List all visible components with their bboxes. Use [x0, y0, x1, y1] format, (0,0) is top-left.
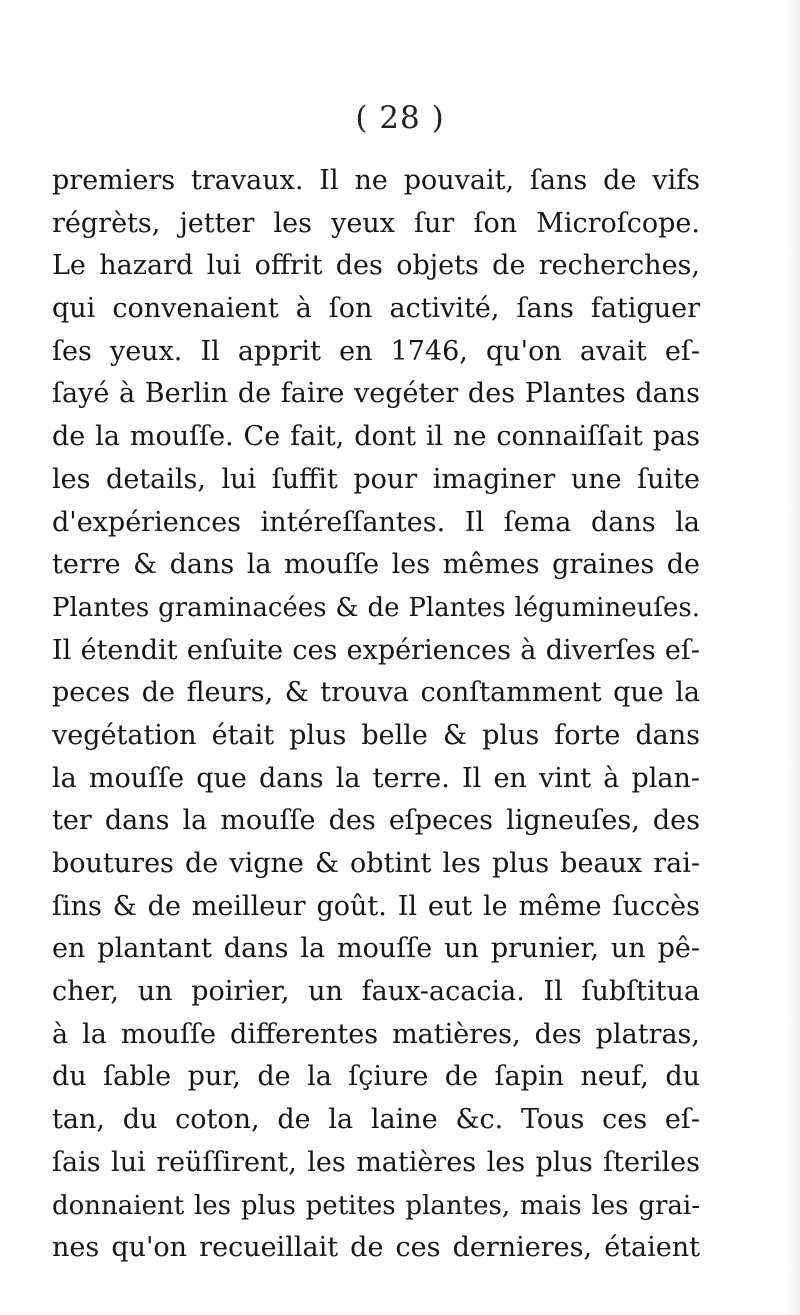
text-line: la mouſſe que dans la terre. Il en vint à plan- — [52, 762, 700, 794]
text-line: Il étendit enſuite ces expériences à diverſes eſ- — [52, 634, 700, 666]
text-line: boutures de vigne & obtint les plus beaux rai- — [52, 848, 700, 879]
page-number: ( 28 ) — [355, 100, 445, 136]
text-line: Plantes graminacées & de Plantes légumineuſes. — [52, 592, 700, 623]
text-line: ſayé à Berlin de faire vegéter des Plantes dans — [52, 378, 700, 410]
text-line: de la mouſſe. Ce fait, dont il ne connaiſſait pas — [52, 421, 700, 453]
text-line: cher, un poirier, un faux-acacia. Il ſubſtitua — [52, 976, 700, 1008]
text-line: régrèts, jetter les yeux ſur ſon Microſcope. — [52, 207, 700, 239]
text-line: à la mouſſe differentes matières, des platras, — [52, 1018, 700, 1050]
text-line: nes qu'on recueillait de ces dernieres, étaient — [52, 1232, 700, 1264]
text-line: ſes yeux. Il apprit en 1746, qu'on avait eſ- — [52, 335, 700, 367]
text-line: vegétation était plus belle & plus forte dans — [52, 719, 700, 751]
text-line: donnaient les plus petites plantes, mais les grai- — [52, 1190, 700, 1221]
text-line: premiers travaux. Il ne pouvait, ſans de vifs — [52, 165, 700, 196]
text-line: en plantant dans la mouſſe un prunier, un pê- — [52, 933, 700, 965]
text-line: ſais lui reüſſirent, les matières les plus ſteriles — [52, 1146, 700, 1178]
text-line: peces de fleurs, & trouva conſtamment que la — [52, 677, 700, 709]
text-line: terre & dans la mouſſe les mêmes graines de — [52, 549, 700, 581]
text-line: du ſable pur, de la ſçiure de ſapin neuf, du — [52, 1061, 700, 1093]
text-line: ſins & de meilleur goût. Il eut le même ſuccès — [52, 890, 700, 922]
text-line: les details, lui ſuffit pour imaginer une ſuite — [52, 463, 700, 495]
text-line: ter dans la mouſſe des eſpeces ligneuſes, des — [52, 805, 700, 837]
page-edge-shadow — [786, 0, 800, 1315]
text-line: Le hazard lui offrit des objets de recherches, — [52, 250, 700, 282]
text-line: d'expériences intéreſſantes. Il ſema dans la — [52, 506, 700, 538]
text-line: tan, du coton, de la laine &c. Tous ces eſ- — [52, 1104, 700, 1136]
body-text — [52, 160, 700, 1270]
text-line: qui convenaient à ſon activité, ſans fatiguer — [52, 293, 700, 325]
